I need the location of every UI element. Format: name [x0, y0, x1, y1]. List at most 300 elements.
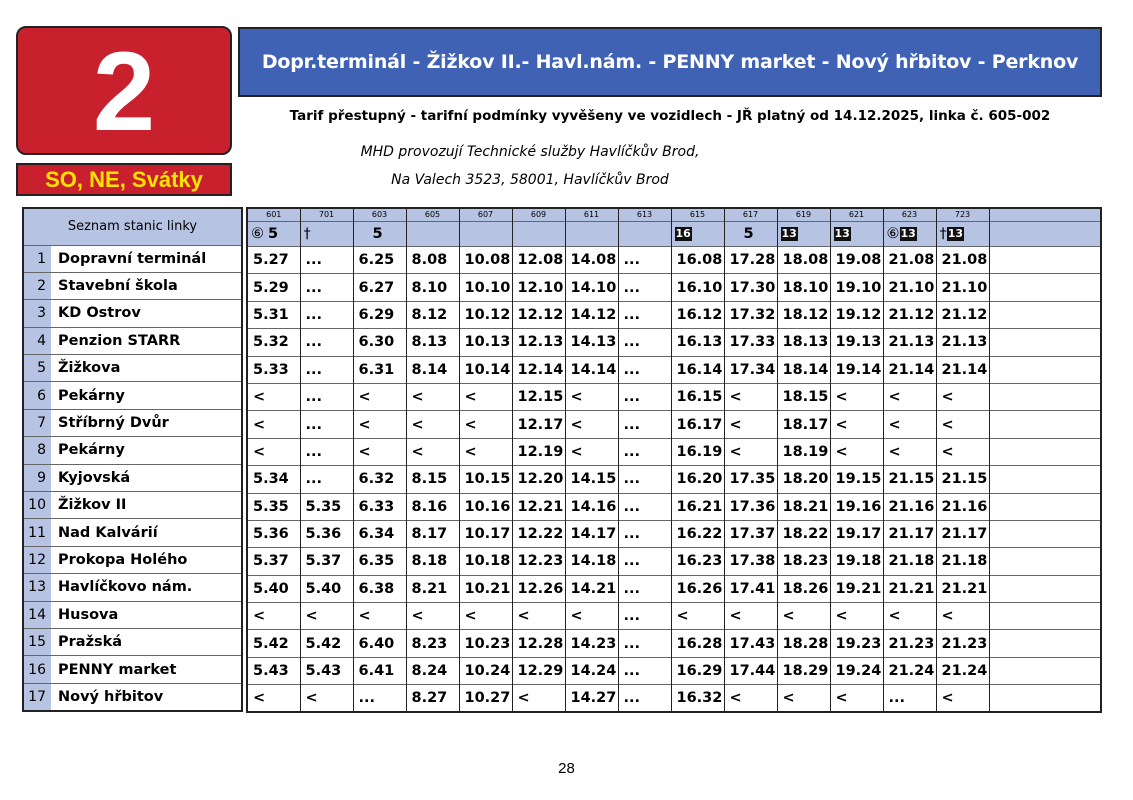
departure-time: <: [512, 603, 565, 630]
departure-time: <: [671, 603, 724, 630]
departure-time: ...: [300, 383, 353, 410]
departure-time: 18.10: [777, 274, 830, 301]
departure-time: 16.32: [671, 685, 724, 712]
station-index: 15: [23, 628, 51, 655]
departure-time: ...: [618, 603, 671, 630]
station-row: [23, 546, 242, 573]
departure-time: 18.22: [777, 520, 830, 547]
departure-time: 21.18: [936, 548, 989, 575]
time-row: [247, 520, 1101, 547]
departure-time: [989, 685, 1101, 712]
departure-time: 16.21: [671, 493, 724, 520]
trip-note: [247, 222, 300, 247]
departure-time: <: [512, 685, 565, 712]
departure-time: <: [247, 383, 300, 410]
trip-number: 621: [830, 208, 883, 222]
departure-time: 21.12: [936, 301, 989, 328]
time-row: [247, 301, 1101, 328]
departure-time: 21.14: [936, 356, 989, 383]
departure-time: 21.15: [883, 466, 936, 493]
departure-time: 16.17: [671, 411, 724, 438]
departure-time: 6.33: [353, 493, 406, 520]
departure-time: [989, 274, 1101, 301]
departure-time: [989, 657, 1101, 684]
departure-time: [989, 383, 1101, 410]
departure-time: 8.13: [406, 329, 459, 356]
departure-time: 8.10: [406, 274, 459, 301]
departure-time: 8.24: [406, 657, 459, 684]
departure-time: 5.40: [247, 575, 300, 602]
departure-time: [989, 466, 1101, 493]
departure-time: 21.12: [883, 301, 936, 328]
departure-time: 16.29: [671, 657, 724, 684]
departure-time: 18.26: [777, 575, 830, 602]
departure-time: 21.08: [936, 247, 989, 274]
departure-time: 21.08: [883, 247, 936, 274]
time-row: [247, 630, 1101, 657]
week-code-badge: 13: [947, 227, 964, 240]
trip-note: [353, 222, 406, 247]
departure-time: <: [459, 383, 512, 410]
trip-note: [459, 222, 512, 247]
departure-time: 18.13: [777, 329, 830, 356]
trip-number-row: [247, 208, 1101, 222]
time-row: [247, 493, 1101, 520]
departure-time: 10.17: [459, 520, 512, 547]
departure-time: 21.24: [936, 657, 989, 684]
departure-time: 16.19: [671, 438, 724, 465]
departure-time: 19.14: [830, 356, 883, 383]
departure-time: ...: [618, 685, 671, 712]
departure-time: 6.32: [353, 466, 406, 493]
departure-time: <: [300, 685, 353, 712]
departure-time: 19.23: [830, 630, 883, 657]
time-row: [247, 548, 1101, 575]
day-symbol-icon: ⑥: [886, 226, 900, 242]
departure-time: 5.36: [247, 520, 300, 547]
station-name: Stříbrný Dvůr: [51, 409, 242, 436]
departure-time: [989, 356, 1101, 383]
departure-time: 14.08: [565, 247, 618, 274]
station-name: Stavební škola: [51, 272, 242, 299]
departure-time: [989, 520, 1101, 547]
departure-time: 18.21: [777, 493, 830, 520]
departure-time: 6.29: [353, 301, 406, 328]
departure-time: <: [883, 411, 936, 438]
departure-time: 8.12: [406, 301, 459, 328]
departure-time: 16.15: [671, 383, 724, 410]
departure-time: 8.21: [406, 575, 459, 602]
departure-time: 21.23: [883, 630, 936, 657]
departure-time: 19.17: [830, 520, 883, 547]
station-index: 11: [23, 519, 51, 546]
departure-time: ...: [300, 411, 353, 438]
departure-time: 19.15: [830, 466, 883, 493]
departure-time: ...: [300, 329, 353, 356]
station-row: [23, 492, 242, 519]
trip-number: 623: [883, 208, 936, 222]
departure-time: [989, 301, 1101, 328]
departure-time: 6.41: [353, 657, 406, 684]
departure-time: <: [565, 438, 618, 465]
trip-number: 615: [671, 208, 724, 222]
departure-time: 17.35: [724, 466, 777, 493]
station-name: Pekárny: [51, 437, 242, 464]
departure-time: 17.32: [724, 301, 777, 328]
departure-time: 18.15: [777, 383, 830, 410]
departure-time: 17.38: [724, 548, 777, 575]
operator-line-1: MHD provozují Technické služby Havlíčkův Brod,: [360, 144, 700, 160]
departure-time: 21.13: [883, 329, 936, 356]
departure-time: 10.16: [459, 493, 512, 520]
departure-time: 18.29: [777, 657, 830, 684]
station-name: Nad Kalvárií: [51, 519, 242, 546]
departure-time: 21.21: [883, 575, 936, 602]
departure-time: 19.08: [830, 247, 883, 274]
departure-time: 16.28: [671, 630, 724, 657]
departure-time: 19.18: [830, 548, 883, 575]
departure-time: 12.15: [512, 383, 565, 410]
departure-time: 12.29: [512, 657, 565, 684]
departure-time: ...: [618, 438, 671, 465]
day-symbol-icon: †: [939, 226, 947, 242]
departure-time: 14.23: [565, 630, 618, 657]
departure-time: 12.20: [512, 466, 565, 493]
trip-note: [565, 222, 618, 247]
route-title: Dopr.terminál - Žižkov II.- Havl.nám. - PENNY market - Nový hřbitov - Perknov: [238, 27, 1102, 97]
departure-time: 8.18: [406, 548, 459, 575]
trip-notes-row: [247, 222, 1101, 247]
line-number-badge: [16, 26, 232, 155]
departure-time: 12.14: [512, 356, 565, 383]
operating-days-label: SO, NE, Svátky: [16, 163, 232, 196]
station-index: 4: [23, 327, 51, 354]
station-row: [23, 245, 242, 272]
departure-time: 5.36: [300, 520, 353, 547]
departure-time: 5.31: [247, 301, 300, 328]
tariff-info: Tarif přestupný - tarifní podmínky vyvěšeny ve vozidlech - JŘ platný od 14.12.2025, linka č. 605-002: [289, 108, 1051, 124]
station-row: [23, 601, 242, 628]
departure-time: <: [936, 438, 989, 465]
departure-time: 18.28: [777, 630, 830, 657]
departure-time: 12.17: [512, 411, 565, 438]
departure-time: 12.22: [512, 520, 565, 547]
departure-time: <: [936, 603, 989, 630]
departure-time: 18.14: [777, 356, 830, 383]
departure-time: 6.38: [353, 575, 406, 602]
timetable-grid: [246, 207, 1102, 713]
departure-time: 16.12: [671, 301, 724, 328]
station-index: 14: [23, 601, 51, 628]
station-name: Prokopa Holého: [51, 546, 242, 573]
departure-time: 19.21: [830, 575, 883, 602]
departure-time: 21.16: [936, 493, 989, 520]
stations-header: Seznam stanic linky: [23, 208, 242, 245]
departure-time: <: [406, 383, 459, 410]
departure-time: <: [777, 603, 830, 630]
departure-time: 5.37: [300, 548, 353, 575]
departure-time: <: [936, 685, 989, 712]
departure-time: 21.24: [883, 657, 936, 684]
station-name: KD Ostrov: [51, 300, 242, 327]
departure-time: 21.17: [883, 520, 936, 547]
station-index: 12: [23, 546, 51, 573]
station-name: Nový hřbitov: [51, 683, 242, 710]
departure-time: ...: [300, 356, 353, 383]
departure-time: 12.28: [512, 630, 565, 657]
departure-time: 5.35: [300, 493, 353, 520]
departure-time: <: [777, 685, 830, 712]
time-row: [247, 575, 1101, 602]
trip-note: [671, 222, 724, 247]
departure-time: ...: [300, 466, 353, 493]
time-row: [247, 329, 1101, 356]
note-number: 5: [268, 226, 279, 242]
station-name: Penzion STARR: [51, 327, 242, 354]
departure-time: 10.27: [459, 685, 512, 712]
departure-time: 5.33: [247, 356, 300, 383]
departure-time: [989, 493, 1101, 520]
departure-time: <: [936, 383, 989, 410]
station-index: 10: [23, 492, 51, 519]
departure-time: 6.35: [353, 548, 406, 575]
trip-note: [724, 222, 777, 247]
departure-time: 8.17: [406, 520, 459, 547]
departure-time: 18.23: [777, 548, 830, 575]
departure-time: 16.20: [671, 466, 724, 493]
trip-note: [883, 222, 936, 247]
departure-time: 17.44: [724, 657, 777, 684]
departure-time: 5.42: [247, 630, 300, 657]
departure-time: 12.21: [512, 493, 565, 520]
departure-time: 8.27: [406, 685, 459, 712]
departure-time: 8.16: [406, 493, 459, 520]
departure-time: <: [830, 438, 883, 465]
departure-time: 5.43: [247, 657, 300, 684]
trip-number: 601: [247, 208, 300, 222]
departure-time: 5.34: [247, 466, 300, 493]
station-index: 1: [23, 245, 51, 272]
departure-time: 18.17: [777, 411, 830, 438]
departure-time: <: [936, 411, 989, 438]
departure-time: <: [353, 603, 406, 630]
departure-time: ...: [300, 247, 353, 274]
station-row: [23, 437, 242, 464]
departure-time: [989, 575, 1101, 602]
departure-time: ...: [618, 274, 671, 301]
departure-time: <: [830, 685, 883, 712]
departure-time: 5.37: [247, 548, 300, 575]
operator-line-2: Na Valech 3523, 58001, Havlíčkův Brod: [391, 172, 669, 188]
departure-time: 10.24: [459, 657, 512, 684]
departure-time: 17.41: [724, 575, 777, 602]
departure-time: <: [830, 383, 883, 410]
departure-time: 8.23: [406, 630, 459, 657]
note-number: 5: [372, 226, 383, 242]
station-row: [23, 355, 242, 382]
departure-time: 8.08: [406, 247, 459, 274]
station-row: [23, 272, 242, 299]
note-number: 5: [743, 226, 754, 242]
departure-time: 14.12: [565, 301, 618, 328]
day-symbol-icon: †: [303, 226, 311, 242]
station-name: Žižkova: [51, 355, 242, 382]
station-index: 16: [23, 656, 51, 683]
departure-time: 21.15: [936, 466, 989, 493]
departure-time: 6.25: [353, 247, 406, 274]
trip-note: [300, 222, 353, 247]
departure-time: <: [830, 411, 883, 438]
trip-number: 607: [459, 208, 512, 222]
departure-time: <: [247, 685, 300, 712]
departure-time: [989, 329, 1101, 356]
station-name: Dopravní terminál: [51, 245, 242, 272]
station-name: Žižkov II: [51, 492, 242, 519]
time-row: [247, 274, 1101, 301]
departure-time: 12.12: [512, 301, 565, 328]
station-index: 9: [23, 464, 51, 491]
departure-time: 21.23: [936, 630, 989, 657]
departure-time: 21.13: [936, 329, 989, 356]
trip-number: 609: [512, 208, 565, 222]
time-row: [247, 438, 1101, 465]
departure-time: <: [459, 603, 512, 630]
station-row: [23, 464, 242, 491]
station-index: 3: [23, 300, 51, 327]
departure-time: <: [459, 411, 512, 438]
trip-number: 603: [353, 208, 406, 222]
trip-number: [989, 208, 1101, 222]
departure-time: 10.21: [459, 575, 512, 602]
departure-time: 6.31: [353, 356, 406, 383]
departure-time: [989, 548, 1101, 575]
departure-time: 16.13: [671, 329, 724, 356]
trip-number: 613: [618, 208, 671, 222]
day-symbol-icon: ⑥: [251, 226, 264, 242]
departure-time: ...: [618, 630, 671, 657]
departure-time: 17.30: [724, 274, 777, 301]
departure-time: 17.34: [724, 356, 777, 383]
departure-time: <: [883, 438, 936, 465]
trip-number: 611: [565, 208, 618, 222]
trip-number: 619: [777, 208, 830, 222]
trip-number: 605: [406, 208, 459, 222]
station-row: [23, 519, 242, 546]
station-row: [23, 327, 242, 354]
departure-time: 17.33: [724, 329, 777, 356]
departure-time: 21.21: [936, 575, 989, 602]
departure-time: 16.26: [671, 575, 724, 602]
departure-time: 21.10: [883, 274, 936, 301]
departure-time: 14.16: [565, 493, 618, 520]
time-row: [247, 466, 1101, 493]
departure-time: ...: [618, 411, 671, 438]
departure-time: 14.24: [565, 657, 618, 684]
departure-time: 16.14: [671, 356, 724, 383]
departure-time: 18.08: [777, 247, 830, 274]
departure-time: 19.12: [830, 301, 883, 328]
station-row: [23, 382, 242, 409]
time-row: [247, 383, 1101, 410]
departure-time: ...: [618, 383, 671, 410]
departure-time: 19.24: [830, 657, 883, 684]
departure-time: ...: [300, 301, 353, 328]
departure-time: 10.08: [459, 247, 512, 274]
departure-time: 10.12: [459, 301, 512, 328]
departure-time: 12.13: [512, 329, 565, 356]
departure-time: <: [724, 603, 777, 630]
departure-time: ...: [353, 685, 406, 712]
departure-time: <: [406, 438, 459, 465]
departure-time: 10.23: [459, 630, 512, 657]
departure-time: 16.22: [671, 520, 724, 547]
departure-time: <: [247, 603, 300, 630]
trip-note: [777, 222, 830, 247]
departure-time: 12.19: [512, 438, 565, 465]
departure-time: <: [565, 411, 618, 438]
line-number: 2: [92, 28, 156, 154]
departure-time: 21.10: [936, 274, 989, 301]
departure-time: 16.23: [671, 548, 724, 575]
departure-time: <: [724, 383, 777, 410]
departure-time: 21.14: [883, 356, 936, 383]
departure-time: ...: [883, 685, 936, 712]
departure-time: 17.43: [724, 630, 777, 657]
departure-time: ...: [618, 301, 671, 328]
trip-note: [989, 222, 1101, 247]
trip-number: 617: [724, 208, 777, 222]
departure-time: <: [406, 603, 459, 630]
departure-time: <: [353, 383, 406, 410]
departure-time: 5.27: [247, 247, 300, 274]
time-row: [247, 603, 1101, 630]
trip-note: [512, 222, 565, 247]
departure-time: ...: [618, 657, 671, 684]
departure-time: <: [353, 438, 406, 465]
departure-time: 14.21: [565, 575, 618, 602]
departure-time: ...: [618, 575, 671, 602]
departure-time: ...: [618, 356, 671, 383]
departure-time: 12.23: [512, 548, 565, 575]
departure-time: 10.15: [459, 466, 512, 493]
departure-time: 6.34: [353, 520, 406, 547]
station-row: [23, 656, 242, 683]
station-row: [23, 683, 242, 710]
departure-time: <: [724, 438, 777, 465]
departure-time: 16.08: [671, 247, 724, 274]
departure-time: <: [300, 603, 353, 630]
departure-time: [989, 247, 1101, 274]
station-name: Kyjovská: [51, 464, 242, 491]
departure-time: 14.15: [565, 466, 618, 493]
departure-time: 8.15: [406, 466, 459, 493]
departure-time: 6.27: [353, 274, 406, 301]
departure-time: <: [565, 603, 618, 630]
station-index: 17: [23, 683, 51, 710]
departure-time: 5.35: [247, 493, 300, 520]
departure-time: [989, 411, 1101, 438]
week-code-badge: 13: [900, 227, 916, 240]
station-index: 8: [23, 437, 51, 464]
departure-time: <: [247, 411, 300, 438]
departure-time: 5.40: [300, 575, 353, 602]
departure-time: 5.43: [300, 657, 353, 684]
departure-time: 21.18: [883, 548, 936, 575]
departure-time: [989, 630, 1101, 657]
departure-time: 12.26: [512, 575, 565, 602]
departure-time: 6.40: [353, 630, 406, 657]
departure-time: 8.14: [406, 356, 459, 383]
